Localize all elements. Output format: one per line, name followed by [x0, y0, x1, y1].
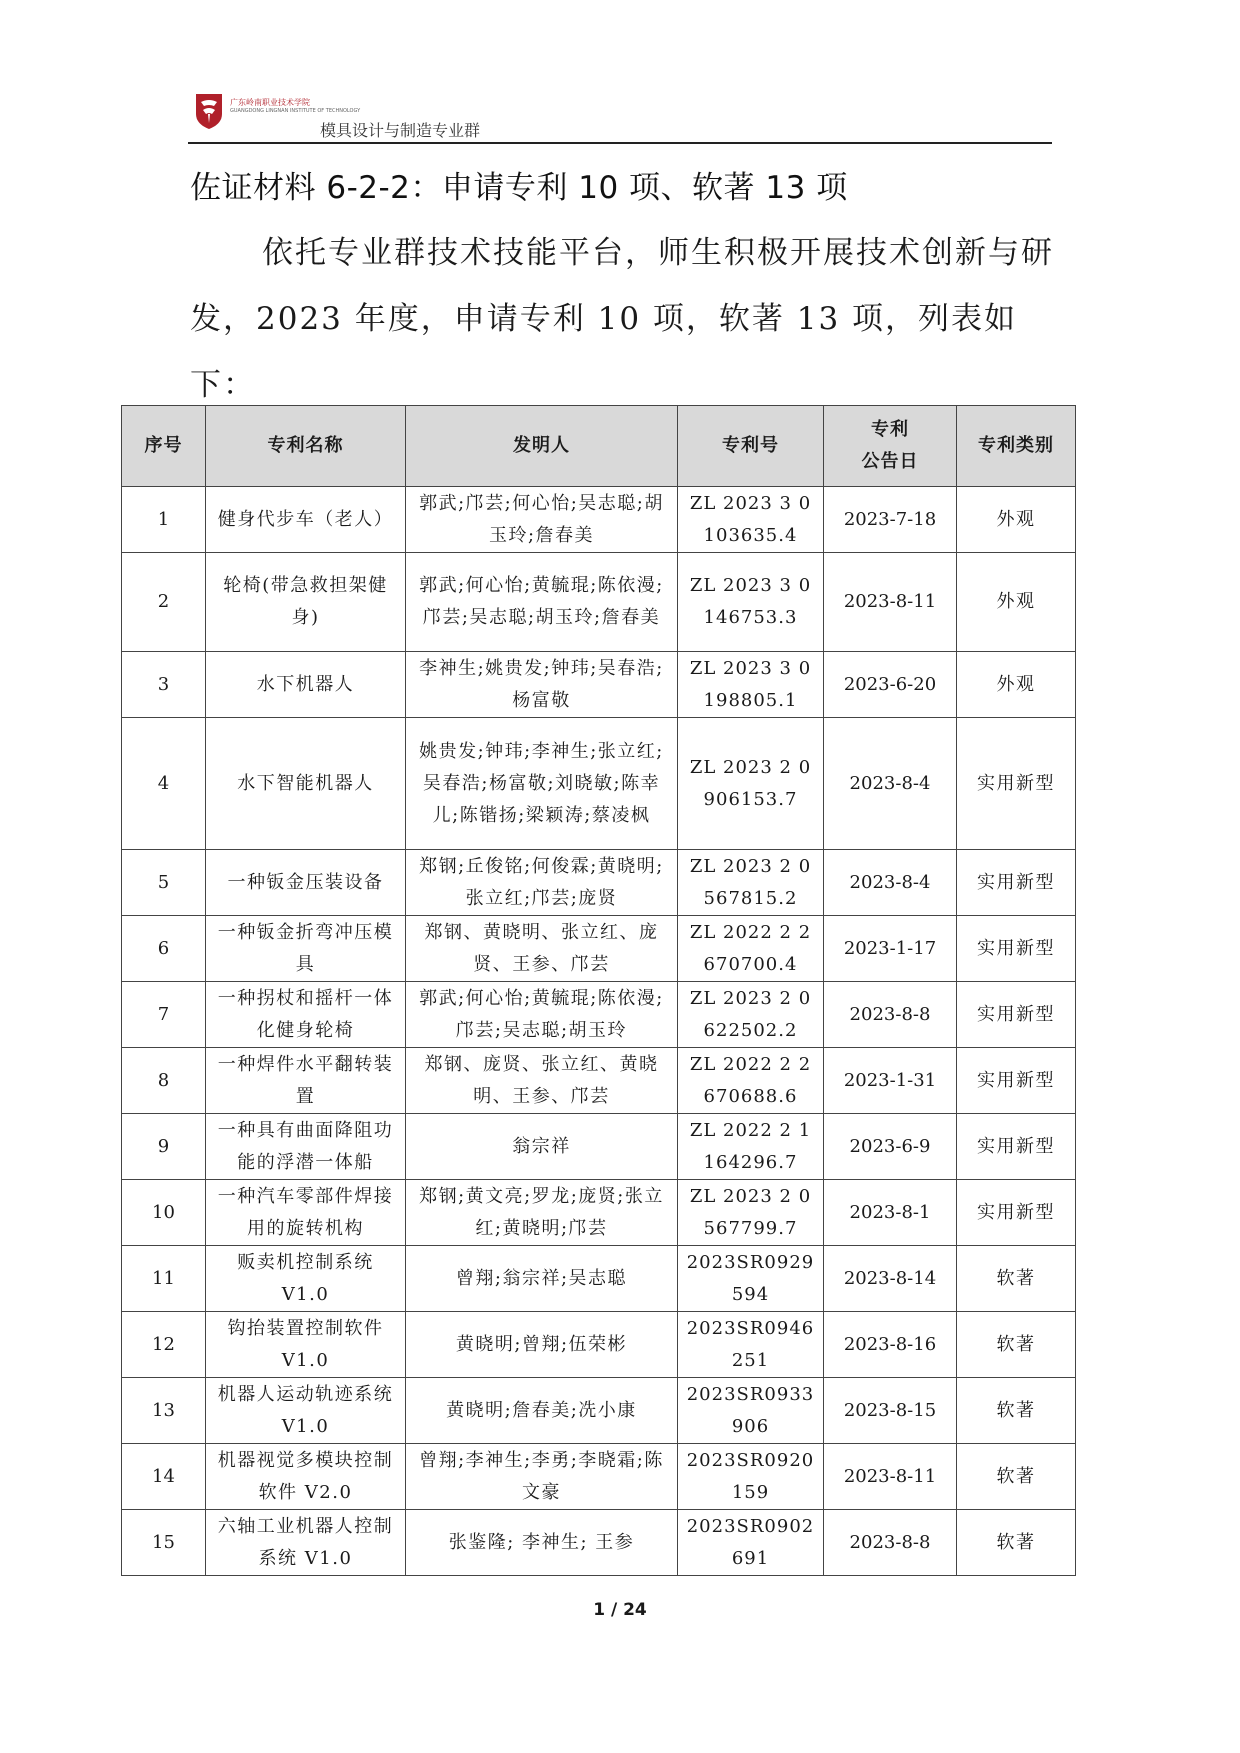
header-date-line2: 公告日	[861, 451, 919, 472]
school-logo-icon	[194, 90, 224, 130]
cell-name: 一种钣金压装设备	[206, 850, 406, 916]
cell-type: 实用新型	[957, 718, 1076, 850]
cell-name: 机器人运动轨迹系统 V1.0	[206, 1378, 406, 1444]
cell-type: 实用新型	[957, 850, 1076, 916]
cell-no: 7	[122, 982, 206, 1048]
cell-inventors: 郑钢;丘俊铭;何俊霖;黄晓明;张立红;邝芸;庞贤	[406, 850, 678, 916]
cell-patent-no: ZL 2023 3 0146753.3	[678, 553, 824, 652]
table-row	[122, 652, 1076, 718]
cell-inventors: 姚贵发;钟玮;李神生;张立红;吴春浩;杨富敬;刘晓敏;陈幸儿;陈锴扬;梁颖涛;蔡凌枫	[406, 718, 678, 850]
cell-no: 2	[122, 553, 206, 652]
header-patent-no: 专利号	[678, 406, 824, 487]
cell-patent-no: ZL 2023 3 0198805.1	[678, 652, 824, 718]
cell-name: 一种拐杖和摇杆一体化健身轮椅	[206, 982, 406, 1048]
cell-no: 4	[122, 718, 206, 850]
cell-no: 13	[122, 1378, 206, 1444]
cell-type: 实用新型	[957, 1180, 1076, 1246]
cell-patent-no: 2023SR0902691	[678, 1510, 824, 1576]
cell-date: 2023-8-8	[824, 982, 957, 1048]
header-subtitle: 模具设计与制造专业群	[320, 121, 481, 140]
cell-date: 2023-8-8	[824, 1510, 957, 1576]
cell-type: 软著	[957, 1444, 1076, 1510]
page-header	[188, 90, 1052, 144]
cell-no: 14	[122, 1444, 206, 1510]
cell-type: 软著	[957, 1378, 1076, 1444]
cell-date: 2023-8-16	[824, 1312, 957, 1378]
document-title: 佐证材料 6-2-2：申请专利 10 项、软著 13 项	[190, 170, 848, 206]
cell-date: 2023-8-15	[824, 1378, 957, 1444]
cell-inventors: 郭武;何心怡;黄毓琨;陈依漫;邝芸;吴志聪;胡玉玲;詹春美	[406, 553, 678, 652]
cell-type: 实用新型	[957, 982, 1076, 1048]
cell-date: 2023-8-4	[824, 718, 957, 850]
header-no: 序号	[122, 406, 206, 487]
cell-inventors: 翁宗祥	[406, 1114, 678, 1180]
cell-no: 12	[122, 1312, 206, 1378]
intro-paragraph: 依托专业群技术技能平台，师生积极开展技术创新与研发，2023 年度，申请专利 10 项，软著 13 项，列表如下：	[190, 235, 1054, 403]
cell-inventors: 黄晓明;詹春美;冼小康	[406, 1378, 678, 1444]
table-row	[122, 487, 1076, 553]
cell-name: 水下机器人	[206, 652, 406, 718]
cell-name: 一种具有曲面降阻功能的浮潜一体船	[206, 1114, 406, 1180]
cell-date: 2023-8-14	[824, 1246, 957, 1312]
cell-type: 实用新型	[957, 1114, 1076, 1180]
header-name: 专利名称	[206, 406, 406, 487]
table-row	[122, 916, 1076, 982]
cell-name: 一种汽车零部件焊接用的旋转机构	[206, 1180, 406, 1246]
cell-name: 轮椅(带急救担架健身)	[206, 553, 406, 652]
cell-date: 2023-8-11	[824, 1444, 957, 1510]
cell-date: 2023-8-4	[824, 850, 957, 916]
cell-patent-no: 2023SR0933906	[678, 1378, 824, 1444]
cell-no: 9	[122, 1114, 206, 1180]
cell-inventors: 曾翔;翁宗祥;吴志聪	[406, 1246, 678, 1312]
cell-inventors: 郭武;邝芸;何心怡;吴志聪;胡玉玲;詹春美	[406, 487, 678, 553]
cell-date: 2023-7-18	[824, 487, 957, 553]
header-date	[824, 406, 957, 487]
table-row	[122, 553, 1076, 652]
header-inventors: 发明人	[406, 406, 678, 487]
cell-no: 3	[122, 652, 206, 718]
cell-no: 15	[122, 1510, 206, 1576]
cell-date: 2023-8-1	[824, 1180, 957, 1246]
cell-patent-no: ZL 2022 2 2670688.6	[678, 1048, 824, 1114]
cell-no: 6	[122, 916, 206, 982]
cell-date: 2023-1-31	[824, 1048, 957, 1114]
cell-patent-no: 2023SR0946251	[678, 1312, 824, 1378]
cell-inventors: 黄晓明;曾翔;伍荣彬	[406, 1312, 678, 1378]
table-row	[122, 1510, 1076, 1576]
cell-inventors: 郭武;何心怡;黄毓琨;陈依漫;邝芸;吴志聪;胡玉玲	[406, 982, 678, 1048]
cell-name: 一种焊件水平翻转装置	[206, 1048, 406, 1114]
cell-date: 2023-6-20	[824, 652, 957, 718]
cell-date: 2023-6-9	[824, 1114, 957, 1180]
cell-no: 1	[122, 487, 206, 553]
page-number: 1 / 24	[593, 1600, 647, 1620]
cell-name: 贩卖机控制系统 V1.0	[206, 1246, 406, 1312]
table-header-row	[122, 406, 1076, 487]
table-row	[122, 1246, 1076, 1312]
header-date-line1: 专利	[871, 419, 909, 440]
table-row	[122, 982, 1076, 1048]
cell-name: 健身代步车（老人）	[206, 487, 406, 553]
cell-date: 2023-1-17	[824, 916, 957, 982]
cell-patent-no: ZL 2022 2 1164296.7	[678, 1114, 824, 1180]
cell-inventors: 郑钢、庞贤、张立红、黄晓明、王参、邝芸	[406, 1048, 678, 1114]
cell-type: 实用新型	[957, 1048, 1076, 1114]
cell-inventors: 曾翔;李神生;李勇;李晓霜;陈文豪	[406, 1444, 678, 1510]
cell-no: 11	[122, 1246, 206, 1312]
table-row	[122, 718, 1076, 850]
table-row	[122, 1312, 1076, 1378]
cell-patent-no: 2023SR0929594	[678, 1246, 824, 1312]
cell-type: 外观	[957, 487, 1076, 553]
cell-name: 水下智能机器人	[206, 718, 406, 850]
cell-type: 外观	[957, 652, 1076, 718]
cell-patent-no: ZL 2022 2 2670700.4	[678, 916, 824, 982]
cell-type: 软著	[957, 1246, 1076, 1312]
cell-date: 2023-8-11	[824, 553, 957, 652]
cell-name: 一种钣金折弯冲压模具	[206, 916, 406, 982]
cell-patent-no: ZL 2023 3 0103635.4	[678, 487, 824, 553]
logo-text	[230, 98, 361, 114]
cell-type: 软著	[957, 1312, 1076, 1378]
header-type: 专利类别	[957, 406, 1076, 487]
cell-patent-no: ZL 2023 2 0567815.2	[678, 850, 824, 916]
cell-no: 10	[122, 1180, 206, 1246]
cell-patent-no: 2023SR0920159	[678, 1444, 824, 1510]
cell-name: 钩抬装置控制软件 V1.0	[206, 1312, 406, 1378]
cell-name: 六轴工业机器人控制系统 V1.0	[206, 1510, 406, 1576]
cell-inventors: 李神生;姚贵发;钟玮;吴春浩;杨富敬	[406, 652, 678, 718]
cell-patent-no: ZL 2023 2 0906153.7	[678, 718, 824, 850]
logo-school-name: 广东岭南职业技术学院	[230, 98, 310, 107]
cell-no: 8	[122, 1048, 206, 1114]
table-row	[122, 1180, 1076, 1246]
cell-type: 外观	[957, 553, 1076, 652]
cell-inventors: 张鉴隆; 李神生; 王参	[406, 1510, 678, 1576]
cell-patent-no: ZL 2023 2 0567799.7	[678, 1180, 824, 1246]
table-row	[122, 1444, 1076, 1510]
cell-patent-no: ZL 2023 2 0622502.2	[678, 982, 824, 1048]
cell-inventors: 郑钢;黄文亮;罗龙;庞贤;张立红;黄晓明;邝芸	[406, 1180, 678, 1246]
patent-table	[121, 405, 1076, 1576]
table-row	[122, 1114, 1076, 1180]
cell-no: 5	[122, 850, 206, 916]
cell-inventors: 郑钢、黄晓明、张立红、庞贤、王参、邝芸	[406, 916, 678, 982]
table-row	[122, 1378, 1076, 1444]
table-row	[122, 1048, 1076, 1114]
cell-type: 实用新型	[957, 916, 1076, 982]
cell-name: 机器视觉多模块控制软件 V2.0	[206, 1444, 406, 1510]
logo-school-name-en: GUANGDONG LINGNAN INSTITUTE OF TECHNOLOGY	[230, 108, 361, 114]
cell-type: 软著	[957, 1510, 1076, 1576]
table-row	[122, 850, 1076, 916]
